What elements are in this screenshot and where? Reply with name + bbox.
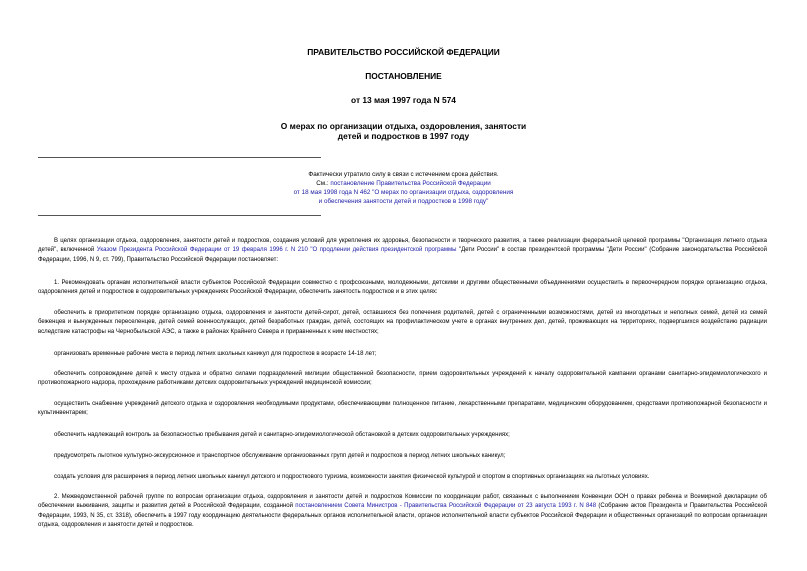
paragraph-intro bbox=[38, 237, 767, 265]
document-date-number: от 13 мая 1997 года N 574 bbox=[351, 95, 456, 105]
government-heading: ПРАВИТЕЛЬСТВО РОССИЙСКОЙ ФЕДЕРАЦИИ bbox=[307, 47, 500, 57]
divider-top bbox=[38, 157, 321, 158]
paragraph-2: обеспечить в приоритетном порядке организацию отдыха, оздоровления и занятости детей-сирот, детей, оставшихся без попечения родителей, детей с ограниченными возможностями, детей из многодетных и неполных семей, детей из семей беженцев и вынужденных переселенцев, детей семей военнослужащих, детей безработных граждан, детей, состоящих на профилактическом учете в органах внутренних дел, детей, проживающих на территориях, подвергшихся воздействию радиации вследствие катастрофы на Чернобыльской АЭС, а также в районах Крайнего Севера и приравненных к ним местностях; bbox=[38, 310, 767, 335]
paragraph-intro-text-a: В целях организации отдыха, оздоровления, занятости детей и подростков, создания условий для укрепления их здоровья, безопасности и творческого развития, а также реализации федеральной целевой программы "Организация летнего отдыха детей", включенной bbox=[38, 238, 767, 254]
status-note-link-1[interactable]: постановление Правительства Российской Федерации bbox=[330, 180, 491, 187]
status-note-line1: Фактически утратило силу в связи с истечением срока действия. bbox=[308, 171, 499, 178]
status-note-link-2[interactable]: от 18 мая 1998 года N 462 "О мерах по организации отдыха, оздоровления bbox=[293, 189, 514, 196]
status-note-prefix: См.: bbox=[316, 180, 331, 187]
paragraph-6: обеспечить надлежащий контроль за безопасностью пребывания детей и санитарно-эпидемиологической обстановкой в детских оздоровительных учреждениях; bbox=[54, 432, 510, 438]
paragraph-9-text-a: 2. Межведомственной рабочей группе по вопросам организации отдыха, оздоровления и занятости детей и подростков Комиссии по координации работ, связанных с выполнением Конвенции ООН о правах ребенка и Всемирной декларации об обеспечении выживания, защиты и развития детей в Российской Федерации, созданной bbox=[38, 494, 767, 510]
status-note bbox=[0, 170, 807, 206]
paragraph-5: осуществить снабжение учреждений детского отдыха и оздоровления необходимыми продуктами, обеспечивающими полноценное питание, лекарственными препаратами, медицинским оборудованием, средствами противопожарной безопасности и культинвентарем; bbox=[38, 401, 767, 417]
status-note-line2 bbox=[0, 179, 807, 188]
document-title-line1: О мерах по организации отдыха, оздоровления, занятости bbox=[280, 121, 527, 131]
divider-bottom bbox=[38, 215, 321, 216]
paragraph-intro-text-b: "Дети России" в состав президентской программы "Дети России" (Собрание законодательства Российской Федерации, 1996, N 9, ст. 799), Правительство Российской Федерации постановляет: bbox=[38, 247, 767, 263]
document-type: ПОСТАНОВЛЕНИЕ bbox=[365, 71, 442, 81]
paragraph-7: предусмотреть льготное культурно-экскурсионное и транспортное обслуживание организованных групп детей и подростков в период летних школьных каникул; bbox=[54, 453, 506, 459]
paragraph-8: создать условия для расширения в период летних школьных каникул детского и подросткового туризма, возможности занятия физической культурой и спортом в спортивных организациях на льготных условиях. bbox=[54, 474, 650, 480]
decree-link[interactable]: Указом Президента Российской Федерации от 19 февраля 1996 г. N 210 "О продлении действия президентской программы bbox=[96, 247, 457, 254]
paragraph-3: организовать временные рабочие места в период летних школьных каникул для подростков в возрасте 14-18 лет; bbox=[54, 351, 377, 357]
resolution-link[interactable]: постановлением Совета Министров - Правительства Российской Федерации от 23 августа 1993 г. N 848 bbox=[295, 503, 597, 510]
paragraph-9 bbox=[38, 493, 767, 531]
paragraph-1: 1. Рекомендовать органам исполнительной власти субъектов Российской Федерации совместно с профсоюзными, молодежными, детскими и другими общественными объединениями осуществить в первоочередном порядке организацию отдыха, оздоровления детей и подростков в оздоровительных учреждениях Российской Федерации, обеспечить занятость подростков и в этих целях: bbox=[38, 280, 767, 296]
paragraph-4: обеспечить сопровождение детей к месту отдыха и обратно силами подразделений милиции общественной безопасности, прием оздоровительных учреждений к началу оздоровительной кампании органами санитарно-эпидемиологического и противопожарного надзора, прохождение работниками детских оздоровительных учреждений медицинской комиссии; bbox=[38, 371, 767, 387]
status-note-link-3[interactable]: и обеспечения занятости детей и подростков в 1998 году" bbox=[318, 198, 489, 205]
paragraph-9-text-b: (Собрание актов Президента и Правительства Российской Федерации, 1993, N 35, ст. 3318), обеспечить в 1997 году координацию деятельности федеральных органов исполнительной власти, органов исполнительной власти субъектов Российской Федерации и общественных организаций по вопросам организации отдыха, оздоровления и занятости детей и подростков. bbox=[38, 503, 768, 529]
document-title-line2: детей и подростков в 1997 году bbox=[337, 131, 470, 141]
